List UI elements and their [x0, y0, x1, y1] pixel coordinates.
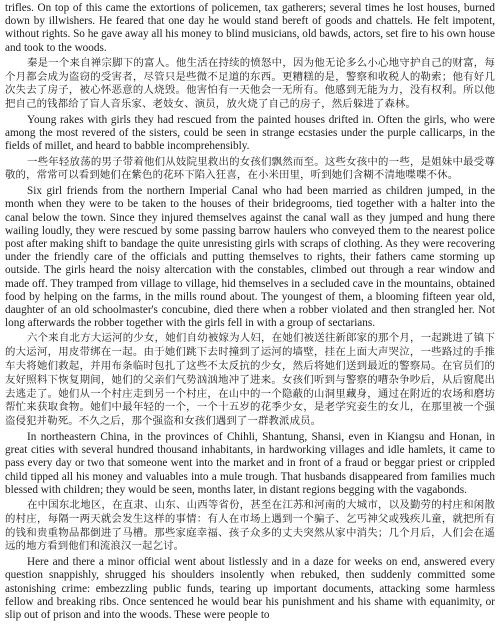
paragraph-zh-3: 六个来自北方大运河的少女，她们自幼被嫁为人妇，在她们被送往新郎家的那个月，一起跳进了镇下的大运河，用皮带绑在一起。由于她们跳下去时撞到了运河的墙壁，挂在上面大声哭泣，一些路过的手推车夫将她们救起，并用布条临时包扎了这些不太反抗的少女，然后将她们送到最近的警察局。在官员们的友好照料下恢复期间，她们的父亲们气势汹汹地冲了进来。女孩们听到与警察的嘈杂争吵后，从后窗爬出去逃走了。她们从一个村庄走到另一个村庄，在山中的一个隐蔽的山洞里藏身，通过在附近的农场和磨坊帮忙来获取食物。她们中最年轻的一个，一个十五岁的花季少女，是老学究妾生的女儿，在那里被一个强盗侵犯并勒死。不久之后，那个强盗和女孩们遇到了一群教派成员。: [5, 332, 495, 428]
paragraph-en-3: Six girl friends from the northern Imperial Canal who had been married as children jumped, in the month when they were to be taken to the houses of their bridegrooms, tied together with a halter into the canal below the town. Since they injured themselves against the canal wall as they jumped and hung there wailing loudly, they were rescued by some passing barrow haulers who conveyed them to the nearest police post after making shift to bandage the quite unresisting girls with scraps of clothing. As they were recovering under the friendly care of the officials and putting themselves to rights, their fathers came storming up outside. The girls heard the noisy altercation with the constables, climbed out through a rear window and made off. They tramped from village to village, hid themselves in a secluded cave in the mountains, obtained food by helping on the farms, in the mills round about. The youngest of them, a blooming fifteen year old, daughter of an old schoolmaster's concubine, died there when a robber violated and then strangled her. Not long afterwards the robber together with the girls fell in with a group of sectarians.: [5, 185, 495, 330]
paragraph-en-4: In northeastern China, in the provinces of Chihli, Shantung, Shansi, even in Kiangsu and Honan, in great cities with several hundred thousand inhabitants, in hardworking villages and idle hamlets, it came to pass every day or two that someone went into the market and in front of a fraud or beggar priest or crippled child tipped all his money and valuables into a mule trough. That husbands disappeared from families much blessed with children; they would be seen, months later, in distant regions begging with the vagabonds.: [5, 431, 495, 496]
paragraph-zh-4: 在中国东北地区，在直隶、山东、山西等省份，甚至在江苏和河南的大城市，以及勤劳的村庄和闲散的村庄，每隔一两天就会发生这样的事情：有人在市场上遇到一个骗子、乞丐神父或残疾儿童，就把所有的钱和贵重物品都倒进了马槽。那些家庭幸福、孩子众多的丈夫突然从家中消失；几个月后，人们会在遥远的地方看到他们和流浪汉一起乞讨。: [5, 499, 495, 553]
paragraph-en-2: Young rakes with girls they had rescued from the painted houses drifted in. Often the girls, who were among the most revered of the sisters, could be seen in strange ecstasies under the purple callicarps, in the fields of millet, and heard to babble incomprehensibly.: [5, 114, 495, 153]
paragraph-en-1: trifles. On top of this came the extortions of policemen, tax gatherers; several times he lost houses, burned down by illwishers. He feared that one day he would stand bereft of goods and chattels. He felt impotent, without rights. So he gave away all his money to blind musicians, old bawds, actors, set fire to his own house and took to the woods.: [5, 2, 495, 54]
paragraph-zh-2: 一些年轻放荡的男子带着他们从妓院里救出的女孩们飘然而至。这些女孩中的一些，是姐妹中最受尊敬的，常常可以看到她们在紫色的花环下陷入狂喜，在小米田里，听到她们含糊不清地喋喋不休。: [5, 155, 495, 182]
paragraph-en-5: Here and there a minor official went about listlessly and in a daze for weeks on end, answered every question snappishly, shrugged his shoulders insolently when rebuked, then suddenly committed some astonishing crime: embezzling public funds, tearing up important documents, attacking some harmless fellow and breaking ribs. Once sentenced he would bear his punishment and his shame with equanimity, or slip out of prison and into the woods. These were people to: [5, 556, 495, 622]
paragraph-zh-1: 秦是一个来自禅宗脚下的富人。他生活在持续的愤怒中，因为他无论多么小心地守护自己的财富，每个月都会成为盗窃的受害者，尽管只是些微不足道的东西。更糟糕的是，警察和收税人的勒索；他有好几次失去了房子，被心怀恶意的人烧毁。他害怕有一天他会一无所有。他感到无能为力，没有权利。所以他把自己的钱都给了盲人音乐家、老妓女、演员，放火烧了自己的房子，然后躲进了森林。: [5, 56, 495, 111]
